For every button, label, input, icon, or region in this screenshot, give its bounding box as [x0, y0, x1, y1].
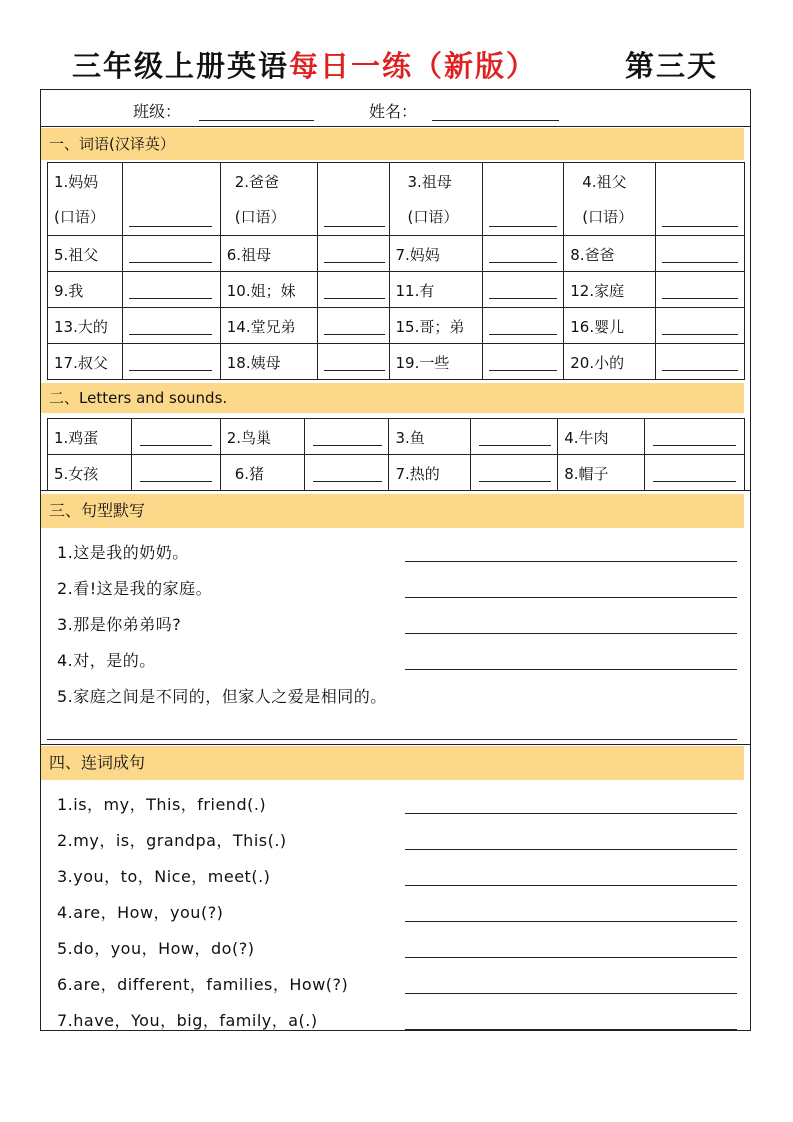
title-main: 三年级上册英语: [72, 49, 290, 83]
table-row: [48, 163, 745, 236]
answer-line[interactable]: [405, 921, 737, 922]
answer-cell[interactable]: [317, 236, 389, 272]
table-row: [48, 272, 745, 308]
answer-cell[interactable]: [317, 272, 389, 308]
answer-line[interactable]: [405, 561, 737, 562]
answer-cell[interactable]: [483, 272, 564, 308]
answer-line[interactable]: [324, 226, 385, 227]
answer-cell[interactable]: [645, 419, 745, 455]
word-label: 1.妈妈: [54, 173, 99, 191]
answer-line[interactable]: [405, 633, 737, 634]
answer-cell[interactable]: [317, 308, 389, 344]
word-label: 1.鸡蛋: [54, 429, 99, 447]
word-label: 2.爸爸: [234, 173, 280, 191]
answer-line[interactable]: [47, 739, 737, 740]
section1-heading: 一、词语(汉译英）: [41, 128, 744, 160]
word-label: 5.女孩: [54, 465, 99, 483]
title-highlight: 每日一练（新版）: [289, 49, 538, 83]
answer-line[interactable]: [662, 262, 738, 263]
answer-line[interactable]: [489, 298, 557, 299]
answer-line[interactable]: [140, 481, 212, 482]
answer-line[interactable]: [405, 993, 737, 994]
sentence-item: 4.are，How，you(?): [57, 903, 224, 922]
table-row: [48, 308, 745, 344]
word-note: (口语）: [407, 208, 459, 226]
answer-cell[interactable]: [304, 419, 389, 455]
answer-line[interactable]: [129, 298, 212, 299]
answer-cell[interactable]: [656, 272, 745, 308]
answer-line[interactable]: [653, 481, 736, 482]
answer-cell[interactable]: [483, 308, 564, 344]
word-label: 5.祖父: [54, 246, 99, 264]
word-label: 9.我: [54, 282, 84, 300]
answer-cell[interactable]: [656, 236, 745, 272]
answer-line[interactable]: [653, 445, 736, 446]
answer-cell[interactable]: [304, 455, 389, 491]
word-label: 17.叔父: [54, 354, 108, 372]
answer-line[interactable]: [140, 445, 212, 446]
answer-line[interactable]: [405, 669, 737, 670]
word-label: 19.一些: [395, 354, 450, 372]
word-label: 3.祖母: [407, 173, 452, 191]
word-label: 4.牛肉: [564, 429, 609, 447]
word-label: 4.祖父: [582, 173, 627, 191]
sentence-item: 3.you，to，Nice，meet(.): [57, 867, 271, 886]
section4-heading: 四、连词成句: [41, 746, 744, 780]
answer-line[interactable]: [405, 957, 737, 958]
answer-cell[interactable]: [656, 308, 745, 344]
answer-line[interactable]: [489, 262, 557, 263]
word-label: 14.堂兄弟: [226, 318, 296, 336]
word-label: 8.爸爸: [570, 246, 615, 264]
answer-line[interactable]: [129, 226, 212, 227]
sentence-item: 1.这是我的奶奶。: [57, 543, 189, 562]
answer-line[interactable]: [479, 481, 551, 482]
answer-line[interactable]: [324, 334, 385, 335]
table-row: [48, 236, 745, 272]
sentence-item: 6.are，different，families，How(?): [57, 975, 349, 994]
answer-cell[interactable]: [317, 344, 389, 380]
word-label: 15.哥；弟: [395, 318, 465, 336]
word-label: 20.小的: [570, 354, 625, 372]
answer-line[interactable]: [405, 1029, 737, 1030]
answer-cell[interactable]: [483, 163, 564, 236]
answer-line[interactable]: [129, 262, 212, 263]
answer-line[interactable]: [662, 334, 738, 335]
sentence-item: 1.is，my，This，friend(.): [57, 795, 267, 814]
word-label: 6.猪: [234, 465, 265, 483]
answer-cell[interactable]: [656, 344, 745, 380]
answer-line[interactable]: [662, 370, 738, 371]
worksheet: [40, 89, 751, 1031]
sentence-item: 7.have，You，big，family，a(.): [57, 1011, 318, 1030]
answer-cell[interactable]: [131, 455, 220, 491]
section3-heading: 三、句型默写: [41, 494, 744, 528]
answer-line[interactable]: [313, 445, 383, 446]
word-label: 11.有: [395, 282, 435, 300]
answer-cell[interactable]: [122, 308, 220, 344]
word-label: 7.妈妈: [395, 246, 440, 264]
word-label: 10.姐；妹: [226, 282, 296, 300]
answer-line[interactable]: [129, 334, 212, 335]
word-note: (口语）: [234, 208, 286, 226]
answer-cell[interactable]: [122, 236, 220, 272]
answer-line[interactable]: [405, 849, 737, 850]
class-label: 班级：: [133, 102, 182, 121]
word-note: (口语）: [582, 208, 634, 226]
answer-cell[interactable]: [483, 344, 564, 380]
answer-cell[interactable]: [656, 163, 745, 236]
divider: [41, 490, 750, 491]
word-label: 12.家庭: [570, 282, 625, 300]
answer-cell[interactable]: [122, 272, 220, 308]
page-title: [0, 44, 793, 90]
answer-cell[interactable]: [471, 419, 558, 455]
answer-line[interactable]: [324, 262, 385, 263]
sentence-item: 5.家庭之间是不同的，但家人之爱是相同的。: [57, 687, 387, 706]
section1-table: [47, 162, 745, 380]
answer-cell[interactable]: [483, 236, 564, 272]
table-row: [48, 455, 745, 491]
word-label: 8.帽子: [564, 465, 609, 483]
table-row: [48, 344, 745, 380]
answer-line[interactable]: [129, 370, 212, 371]
word-label: 18.姨母: [226, 354, 281, 372]
sentence-item: 2.my，is，grandpa，This(.): [57, 831, 287, 850]
sentence-item: 4.对，是的。: [57, 651, 156, 670]
answer-line[interactable]: [324, 370, 385, 371]
word-label: 3.鱼: [395, 429, 425, 447]
answer-cell[interactable]: [317, 163, 389, 236]
answer-line[interactable]: [479, 445, 551, 446]
answer-cell[interactable]: [131, 419, 220, 455]
answer-cell[interactable]: [645, 455, 745, 491]
answer-line[interactable]: [489, 334, 557, 335]
name-row: [41, 90, 750, 126]
section2-table: [47, 418, 745, 491]
word-label: 16.婴儿: [570, 318, 625, 336]
word-label: 6.祖母: [226, 246, 272, 264]
title-day: 第三天: [625, 49, 719, 83]
class-field[interactable]: [199, 120, 314, 121]
sentence-item: 5.do，you，How，do(?): [57, 939, 255, 958]
answer-line[interactable]: [324, 298, 385, 299]
answer-line[interactable]: [489, 370, 557, 371]
section2-heading: 二、Letters and sounds.: [41, 383, 744, 413]
answer-line[interactable]: [405, 597, 737, 598]
name-label: 姓名：: [369, 102, 418, 121]
answer-line[interactable]: [662, 226, 738, 227]
answer-line[interactable]: [662, 298, 738, 299]
word-note: (口语）: [54, 208, 105, 226]
word-label: 2.鸟巢: [226, 429, 272, 447]
answer-line[interactable]: [313, 481, 383, 482]
table-row: [48, 419, 745, 455]
answer-cell[interactable]: [122, 163, 220, 236]
answer-line[interactable]: [489, 226, 557, 227]
divider: [41, 126, 750, 127]
sentence-item: 3.那是你弟弟吗?: [57, 615, 182, 634]
sentence-item: 2.看!这是我的家庭。: [57, 579, 213, 598]
word-label: 7.热的: [395, 465, 440, 483]
word-label: 13.大的: [54, 318, 108, 336]
answer-line[interactable]: [405, 885, 737, 886]
answer-cell[interactable]: [122, 344, 220, 380]
answer-cell[interactable]: [471, 455, 558, 491]
divider: [41, 744, 750, 745]
answer-line[interactable]: [405, 813, 737, 814]
name-field[interactable]: [432, 120, 559, 121]
